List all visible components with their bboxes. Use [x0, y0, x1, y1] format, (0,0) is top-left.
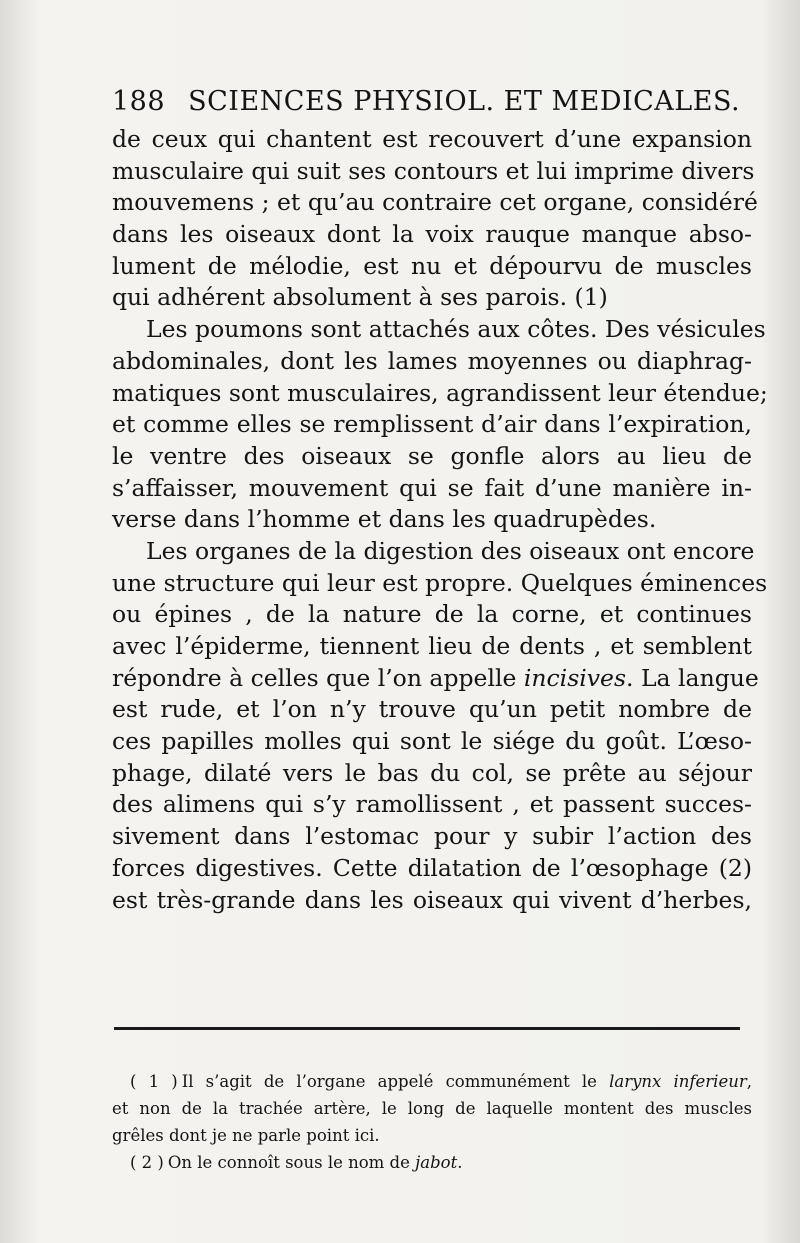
- footnotes: [112, 1068, 752, 1176]
- text-line-with-italic: [112, 663, 759, 695]
- text-line: est très-grande dans les oiseaux qui vivent d’herbes,: [112, 885, 752, 914]
- footnote-italic-term: jabot: [415, 1153, 458, 1172]
- paragraph-start-line: Les organes de la digestion des oiseaux ont encore: [146, 536, 755, 565]
- footnote-text: On le connoît sous le nom de: [167, 1153, 416, 1172]
- text-line: lument de mélodie, est nu et dépourvu de muscles: [112, 251, 752, 280]
- footnote-rule: [114, 1027, 740, 1030]
- running-title: SCIENCES PHYSIOL. ET MEDICALES.: [188, 86, 741, 117]
- footnote-marker: ( 1 ): [130, 1072, 178, 1091]
- text-line: ces papilles molles qui sont le siége du goût. L’œso-: [112, 727, 752, 756]
- text-line: qui adhérent absolument à ses parois. (1): [112, 283, 608, 312]
- footnote-text-tail: .: [457, 1153, 463, 1172]
- text-line: ou épines , de la nature de la corne, et continues: [112, 600, 752, 629]
- text-line: est rude, et l’on n’y trouve qu’un petit nombre de: [112, 695, 752, 724]
- text-line: de ceux qui chantent est recouvert d’une expansion: [112, 125, 752, 153]
- line-text-tail: . La langue: [626, 663, 759, 692]
- footnote-1: [112, 1068, 752, 1095]
- text-line: des alimens qui s’y ramollissent , et passent succes-: [112, 790, 752, 819]
- footnote-text-tail: ,: [746, 1072, 752, 1091]
- line-text: répondre à celles que l’on appelle: [112, 663, 524, 692]
- text-line: verse dans l’homme et dans les quadrupèdes.: [112, 505, 657, 534]
- footnote-marker: ( 2 ): [130, 1153, 164, 1172]
- footnote-2: [112, 1149, 752, 1176]
- text-line: avec l’épiderme, tiennent lieu de dents , et semblent: [112, 632, 752, 660]
- footnote-1-continuation: et non de la trachée artère, le long de laquelle montent des muscles: [112, 1099, 752, 1118]
- text-line: matiques sont musculaires, agrandissent leur étendue;: [112, 378, 768, 407]
- footnote-text: Il s’agit de l’organe appelé communément le: [181, 1072, 610, 1091]
- body-text: [112, 124, 768, 916]
- running-header: [112, 86, 752, 117]
- text-line: s’affaisser, mouvement qui se fait d’une manière in-: [112, 473, 752, 502]
- text-line: musculaire qui suit ses contours et lui imprime divers: [112, 156, 755, 185]
- text-line: mouvemens ; et qu’au contraire cet organe, considéré: [112, 188, 758, 217]
- footnote-italic-term: larynx inferieur: [609, 1072, 747, 1091]
- text-line: phage, dilaté vers le bas du col, se prête au séjour: [112, 758, 752, 787]
- paragraph-start-line: Les poumons sont attachés aux côtes. Des vésicules: [146, 315, 766, 344]
- text-line: abdominales, dont les lames moyennes ou diaphrag-: [112, 346, 752, 375]
- text-line: forces digestives. Cette dilatation de l’œsophage (2): [112, 853, 752, 882]
- italic-term: incisives: [523, 663, 627, 692]
- text-line: et comme elles se remplissent d’air dans l’expiration,: [112, 410, 752, 439]
- footnote-1-continuation: grêles dont je ne parle point ici.: [112, 1126, 380, 1145]
- text-line: sivement dans l’estomac pour y subir l’action des: [112, 822, 752, 851]
- text-line: une structure qui leur est propre. Quelques éminences: [112, 568, 768, 597]
- page-number: 188: [112, 86, 166, 117]
- text-line: le ventre des oiseaux se gonfle alors au lieu de: [112, 441, 752, 470]
- text-line: dans les oiseaux dont la voix rauque manque abso-: [112, 220, 752, 249]
